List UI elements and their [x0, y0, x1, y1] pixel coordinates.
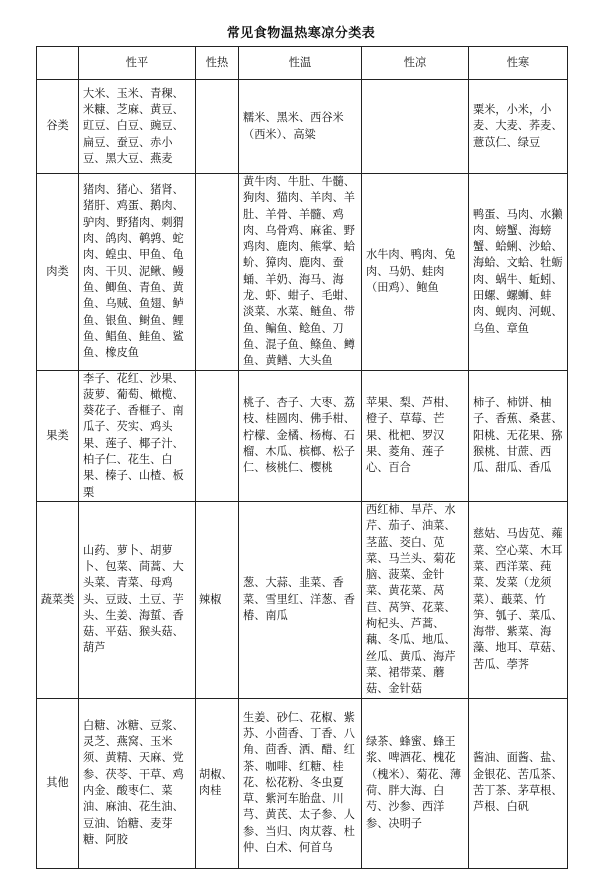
- category-cell: 蔬菜类: [37, 501, 79, 698]
- wen-cell: 生姜、砂仁、花椒、紫苏、小茴香、丁香、八角、茴香、洒、醋、红茶、咖啡、红糖、桂花、松花粉、冬虫夏草、紫河车胎盘、川芎、黄芪、太子参、人参、当归、肉苁蓉、杜仲、白术、何首乌: [239, 698, 362, 868]
- header-blank: [37, 47, 79, 80]
- header-han: 性寒: [469, 47, 568, 80]
- re-cell: [196, 80, 239, 174]
- re-cell: 胡椒、肉桂: [196, 698, 239, 868]
- category-cell: 谷类: [37, 80, 79, 174]
- header-ping: 性平: [79, 47, 196, 80]
- category-cell: 肉类: [37, 174, 79, 371]
- wen-cell: 黄牛肉、牛肚、牛髓、狗肉、猫肉、羊肉、羊肚、羊骨、羊髓、鸡肉、乌骨鸡、麻雀、野鸡肉、鹿肉、熊掌、蛤蚧、獐肉、鹿肉、蚕蛹、羊奶、海马、海龙、虾、蚶子、毛蚶、淡菜、水菜、鲢鱼、带鱼、鳊鱼、鲶鱼、刀鱼、混子鱼、鲦鱼、鳟鱼、黄鳝、大头鱼: [239, 174, 362, 371]
- page-title: 常见食物温热寒凉分类表: [226, 26, 376, 41]
- liang-cell: [362, 80, 469, 174]
- han-cell: 酱油、面酱、盐、金银花、苦瓜茶、苦丁茶、茅草根、芦根、白矾: [469, 698, 568, 868]
- han-cell: 鸭蛋、马肉、水獭肉、螃蟹、海螃蟹、蛤蜊、沙蛤、海蛤、文蛤、牡蛎肉、蜗牛、蚯蚓、田螺、螺蛳、蚌肉、蚬肉、河蚬、乌鱼、章鱼: [469, 174, 568, 371]
- wen-cell: 糯米、黑米、西谷米（西米）、高粱: [239, 80, 362, 174]
- re-cell: [196, 174, 239, 371]
- re-cell: [196, 370, 239, 501]
- food-classification-table: [36, 46, 568, 869]
- han-cell: 粟米，小米，小麦、大麦、荞麦、薏苡仁、绿豆: [469, 80, 568, 174]
- wen-cell: 桃子、杏子、大枣、荔枝、桂圆肉、佛手柑、柠檬、金橘、杨梅、石榴、木瓜、槟榔、松子仁、核桃仁、樱桃: [239, 370, 362, 501]
- table-row: [37, 174, 568, 371]
- header-re: 性热: [196, 47, 239, 80]
- table-row: [37, 501, 568, 698]
- category-cell: 其他: [37, 698, 79, 868]
- liang-cell: 苹果、梨、芦柑、橙子、草莓、芒果、枇杷、罗汉果、菱角、莲子心、百合: [362, 370, 469, 501]
- han-cell: 柿子、柿饼、柚子、香蕉、桑葚、阳桃、无花果、猕猴桃、甘蔗、西瓜、甜瓜、香瓜: [469, 370, 568, 501]
- re-cell: 辣椒: [196, 501, 239, 698]
- category-cell: 果类: [37, 370, 79, 501]
- liang-cell: 绿茶、蜂蜜、蜂王浆、啤酒花、槐花（槐米）、菊花、薄荷、胖大海、白芍、沙参、西洋参、决明子: [362, 698, 469, 868]
- ping-cell: 李子、花红、沙果、菠萝、葡萄、橄榄、葵花子、香榧子、南瓜子、芡实、鸡头果、莲子、椰子汁、柏子仁、花生、白果、榛子、山楂、板栗: [79, 370, 196, 501]
- wen-cell: 葱、大蒜、韭菜、香菜、雪里红、洋葱、香椿、南瓜: [239, 501, 362, 698]
- ping-cell: 山药、萝卜、胡萝卜、包菜、茼蒿、大头菜、青菜、母鸡头、豆豉、土豆、芋头、生姜、海蜇、香菇、平菇、猴头菇、葫芦: [79, 501, 196, 698]
- table-row: [37, 698, 568, 868]
- ping-cell: 猪肉、猪心、猪肾、猪肝、鸡蛋、鹅肉、驴肉、野猪肉、刺猬肉、鸽肉、鹌鹑、蛇肉、蝗虫、甲鱼、龟肉、干贝、泥鳅、鳗鱼、鲫鱼、青鱼、黄鱼、乌贼、鱼翅、鲈鱼、银鱼、鲥鱼、鲤鱼、鲳鱼、鲑鱼、鲨鱼、橡皮鱼: [79, 174, 196, 371]
- ping-cell: 白糖、冰糖、豆浆、灵芝、燕窝、玉米须、黄精、天麻、党参、茯苓、干草、鸡内金、酸枣仁、菜油、麻油、花生油、豆油、饴糖、麦芽糖、阿胶: [79, 698, 196, 868]
- liang-cell: 西红柿、旱芹、水芹、茄子、油菜、茎蓝、茭白、苋菜、马兰头、菊花脑、菠菜、金针菜、黄花菜、莴苣、莴笋、花菜、枸杞头、芦蒿、藕、冬瓜、地瓜、丝瓜、黄瓜、海芹菜、裙带菜、蘑菇、金针菇: [362, 501, 469, 698]
- table-row: [37, 80, 568, 174]
- header-wen: 性温: [239, 47, 362, 80]
- ping-cell: 大米、玉米、青稞、米糠、芝麻、黄豆、豇豆、白豆、豌豆、扁豆、蚕豆、赤小豆、黑大豆、燕麦: [79, 80, 196, 174]
- header-liang: 性凉: [362, 47, 469, 80]
- han-cell: 慈姑、马齿苋、蕹菜、空心菜、木耳菜、西洋菜、莼菜、发菜（龙须菜）、蕺菜、竹笋、瓠子、菜瓜、海带、紫菜、海藻、地耳、草菇、苦瓜、荸荠: [469, 501, 568, 698]
- header-row: [37, 47, 568, 80]
- liang-cell: 水牛肉、鸭肉、兔肉、马奶、蛙肉（田鸡）、鲍鱼: [362, 174, 469, 371]
- table-row: [37, 370, 568, 501]
